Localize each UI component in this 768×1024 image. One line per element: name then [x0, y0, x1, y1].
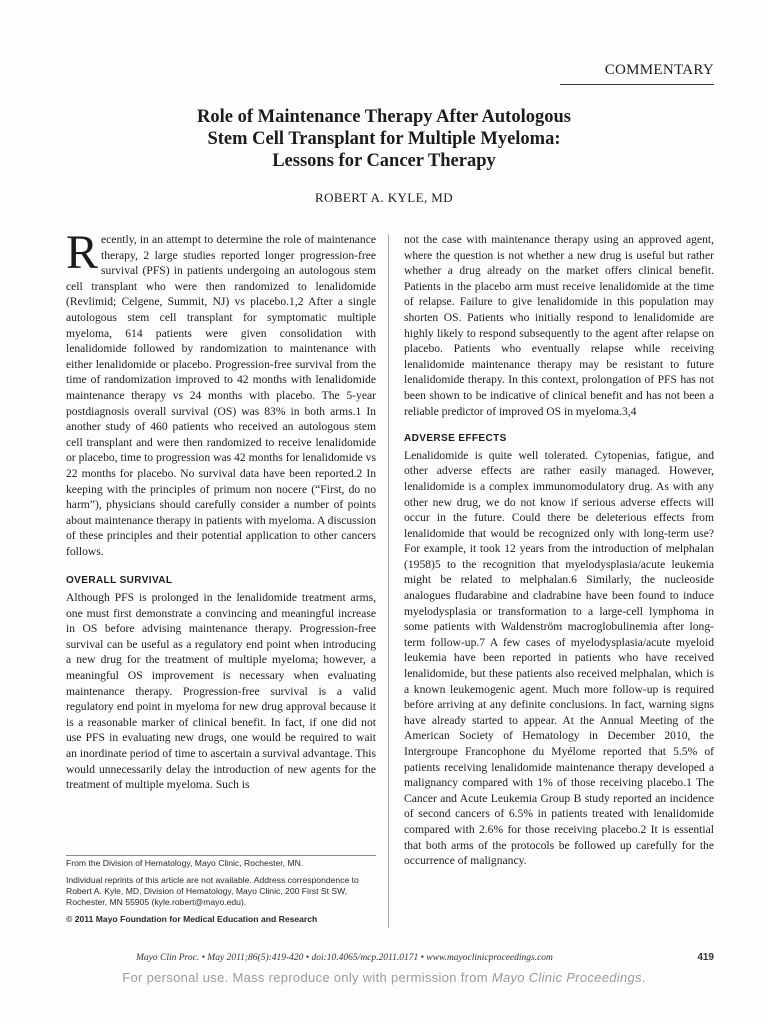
- column-left: [66, 226, 376, 793]
- affiliation-note: From the Division of Hematology, Mayo Clinic, Rochester, MN.: [66, 858, 304, 868]
- permission-suffix: .: [641, 970, 646, 985]
- page-number: 419: [697, 952, 714, 963]
- heading-adverse-effects: ADVERSE EFFECTS: [404, 433, 507, 445]
- section-label: COMMENTARY: [604, 62, 714, 78]
- column-right: [404, 232, 714, 869]
- permission-notice: [0, 970, 768, 985]
- author-byline: ROBERT A. KYLE, MD: [315, 190, 453, 205]
- title-line-1: Role of Maintenance Therapy After Autologous: [197, 107, 571, 127]
- footnote-rule: [66, 855, 376, 856]
- column-divider: [388, 234, 389, 928]
- title-line-2: Stem Cell Transplant for Multiple Myeloma:: [207, 129, 561, 149]
- permission-journal: Mayo Clinic Proceedings: [491, 970, 642, 985]
- journal-citation: Mayo Clin Proc. • May 2011;86(5):419-420 • doi:10.4065/mcp.2011.0171 • www.mayoclinicproceedings.com: [136, 953, 553, 963]
- footnotes: [66, 858, 376, 931]
- title-line-3: Lessons for Cancer Therapy: [272, 151, 496, 171]
- continuation-paragraph: not the case with maintenance therapy using an approved agent, where the question is not whether a new drug is useful but rather whether a drug already on the market offers clinical benefit. Patients in the placebo arm must receive lenalidomide at the time of relapse. Failure to give lenalidomide in this population may shorten OS. Patients who initially respond to lenalidomide are highly likely to respond subsequently to the agent after relapse on placebo. Patients who eventually relapse while receiving lenalidomide maintenance therapy may be resistant to future lenalidomide therapy. In this context, prolongation of PFS has not been shown to be indicative of clinical benefit and has not been a reliable predictor of improved OS in myeloma.3,4: [404, 233, 714, 418]
- drop-cap: R: [66, 226, 99, 279]
- article-title: [60, 106, 708, 172]
- overall-survival-paragraph: Although PFS is prolonged in the lenalidomide treatment arms, one must first demonstrate a convincing and meaningful increase in OS before advising maintenance therapy. Progression-free survival can be useful as a regulatory end point when introducing a new drug for the treatment of multiple myeloma; however, a meaningful OS improvement is necessary when evaluating maintenance therapy. Progression-free survival is a valid regulatory end point in myeloma for new drug approval because it is a reasonable marker of clinical benefit. In fact, if one did not use PFS in evaluating new drugs, one would be required to wait an inordinate period of time to ascertain a survival advantage. This would unnecessarily delay the introduction of new agents for the treatment of multiple myeloma. Such is: [66, 591, 376, 792]
- copyright-note: © 2011 Mayo Foundation for Medical Education and Research: [66, 914, 318, 924]
- section-rule: [560, 84, 714, 85]
- adverse-effects-paragraph: Lenalidomide is quite well tolerated. Cytopenias, fatigue, and other adverse effects are rather easily managed. However, lenalidomide is a complex immunomodulatory drug. As with any other new drug, we do not know if serious adverse effects will occur in the future. Could there be deleterious effects from lenalidomide that would be recognized only with long-term use? For example, it took 12 years from the introduction of melphalan (1958)5 to the recognition that myelodysplasia/acute leukemia might be related to melphalan.6 Similarly, the nucleoside analogues fludarabine and cladrabine have been found to induce myelodysplasia or transformation to a large-cell lymphoma in some patients with Waldenström macroglobulinemia after long-term follow-up.7 A few cases of myelodysplasia/acute myeloid leukemia have been reported in patients who have received lenalidomide, but these patients also received melphalan, which is a known leukemogenic agent. Much more follow-up is required before arriving at any definite conclusions. In fact, warning signs have already started to appear. At the Annual Meeting of the American Society of Hematology in December 2010, the Intergroupe Francophone du Myélome reported that 5.5% of patients receiving lenalidomide maintenance therapy developed a malignancy compared with 1% of those receiving placebo.1 The Cancer and Acute Leukemia Group B study reported an incidence of second cancers of 6.5% in patients treated with lenalidomide compared with 2.6% for those receiving placebo.2 It is essential that both arms of the protocols be followed up carefully for the occurrence of malignancy.: [404, 448, 714, 868]
- permission-prefix: For personal use. Mass reproduce only with permission from: [122, 970, 492, 985]
- intro-paragraph: [66, 226, 376, 559]
- intro-text: ecently, in an attempt to determine the role of maintenance therapy, 2 large studies reported longer progression-free survival (PFS) in patients undergoing an autologous stem cell transplant who were then randomized to lenalidomide (Revlimid; Celgene, Summit, NJ) vs placebo.1,2 After a single autologous stem cell transplant for symptomatic multiple myeloma, 614 patients were given consolidation with lenalidomide followed by randomization to maintenance with either lenalidomide or placebo. Progression-free survival from the time of randomization improved to 42 months with lenalidomide maintenance therapy vs 24 months with placebo. The 5-year postdiagnosis overall survival (OS) was 83% in both arms.1 In another study of 460 patients who received an autologous stem cell transplant and were then randomized to receive lenalidomide or placebo, time to progression was 42 months for lenalidomide vs 22 months for placebo. No survival data have been reported.2 In keeping with the principles of primum non nocere (“First, do no harm”), physicians should carefully consider a number of points about maintenance therapy in patients with myeloma. A discussion of these principles and their potential application to other cancers follows.: [66, 233, 376, 558]
- correspondence-note: Individual reprints of this article are not available. Address correspondence to Robert A. Kyle, MD, Division of Hematology, Mayo Clinic, 200 First St SW, Rochester, MN 55905 (kyle.robert@mayo.edu).: [66, 875, 359, 907]
- heading-overall-survival: OVERALL SURVIVAL: [66, 575, 173, 587]
